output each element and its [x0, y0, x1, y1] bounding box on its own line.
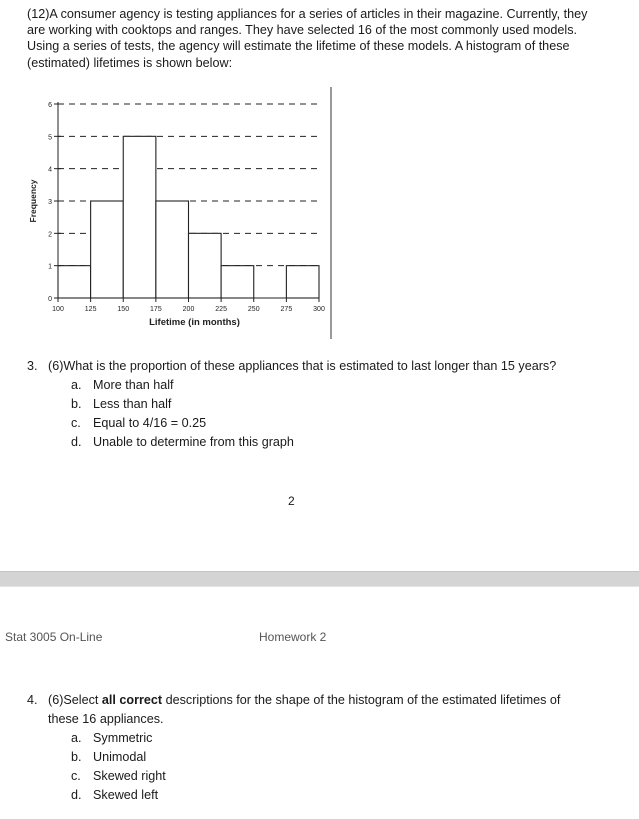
- histogram-svg: [20, 84, 340, 339]
- x-tick-label: 200: [182, 306, 195, 313]
- option-b[interactable]: [27, 748, 627, 767]
- y-tick-label: 0: [48, 296, 52, 303]
- question-text-bold: all correct: [101, 693, 163, 707]
- x-tick-label: 225: [215, 306, 227, 313]
- y-tick-label: 2: [48, 231, 52, 239]
- question-text: (6)What is the proportion of these appliances that is estimated to last longer than 15 years?: [48, 359, 557, 373]
- option-text: Less than half: [93, 397, 172, 411]
- histogram-bar: [189, 233, 222, 298]
- histogram-bar: [286, 266, 319, 298]
- option-d[interactable]: [27, 786, 627, 805]
- histogram-bar: [221, 266, 254, 298]
- histogram-bar: [58, 266, 91, 298]
- x-tick-label: 275: [280, 306, 293, 313]
- option-a[interactable]: [27, 376, 627, 395]
- x-tick-label: 250: [247, 306, 260, 313]
- histogram-bar: [156, 201, 189, 298]
- x-axis-label: Lifetime (in months): [149, 317, 240, 328]
- option-text: More than half: [93, 378, 174, 392]
- option-letter: a.: [71, 731, 82, 745]
- y-tick-label: 6: [48, 102, 52, 109]
- y-tick-label: 3: [48, 199, 52, 206]
- intro-line: (12)A consumer agency is testing appliances for a series of articles in their magazine. Currently, they: [27, 7, 588, 21]
- option-letter: d.: [71, 435, 82, 449]
- question-number: 3.: [27, 359, 38, 373]
- answer-options: [27, 729, 627, 805]
- question-4: [27, 691, 627, 805]
- histogram-bar: [91, 201, 124, 298]
- intro-line: (estimated) lifetimes is shown below:: [27, 55, 233, 70]
- question-text-part: (6)Select: [48, 693, 102, 707]
- histogram-bar: [123, 136, 156, 298]
- x-tick-label: 175: [150, 306, 162, 313]
- intro-paragraph: [27, 6, 602, 71]
- page-break-band: [0, 571, 639, 587]
- intro-line: are working with cooktops and ranges. They have selected 16 of the most commonly used models.: [27, 23, 577, 38]
- option-text: Skewed left: [93, 788, 159, 802]
- option-c[interactable]: [27, 414, 627, 433]
- question-3: [27, 357, 627, 452]
- option-text: Skewed right: [93, 769, 166, 783]
- question-text-part: descriptions for the shape of the histogram of the estimated lifetimes of: [162, 693, 561, 707]
- option-letter: b.: [71, 750, 82, 764]
- histogram-chart: [20, 84, 340, 339]
- option-letter: c.: [71, 769, 81, 783]
- course-label: Stat 3005 On-Line: [5, 630, 103, 644]
- option-letter: b.: [71, 397, 82, 411]
- option-letter: a.: [71, 378, 82, 392]
- option-d[interactable]: [27, 433, 627, 452]
- homework-label: Homework 2: [259, 630, 327, 644]
- x-tick-label: 150: [117, 306, 130, 313]
- y-tick-label: 4: [48, 166, 52, 174]
- answer-options: [27, 376, 627, 452]
- question-text-line2: these 16 appliances.: [48, 712, 164, 726]
- intro-line: Using a series of tests, the agency will estimate the lifetime of these models. A histogram of these: [27, 39, 570, 54]
- page-number: 2: [288, 494, 295, 508]
- x-tick-label: 300: [313, 306, 325, 313]
- y-tick-label: 1: [48, 263, 52, 271]
- x-tick-label: 125: [84, 306, 97, 313]
- option-letter: d.: [71, 788, 82, 802]
- option-c[interactable]: [27, 767, 627, 786]
- option-a[interactable]: [27, 729, 627, 748]
- option-letter: c.: [71, 416, 81, 430]
- y-tick-label: 5: [48, 134, 52, 142]
- option-b[interactable]: [27, 395, 627, 414]
- question-text: [48, 691, 627, 710]
- y-axis-label: Frequency: [28, 179, 38, 223]
- option-text: Unimodal: [93, 750, 147, 764]
- option-text: Unable to determine from this graph: [93, 435, 294, 449]
- x-tick-label: 100: [52, 306, 64, 313]
- option-text: Symmetric: [93, 731, 153, 745]
- option-text: Equal to 4/16 = 0.25: [93, 416, 207, 430]
- question-number: 4.: [27, 693, 38, 707]
